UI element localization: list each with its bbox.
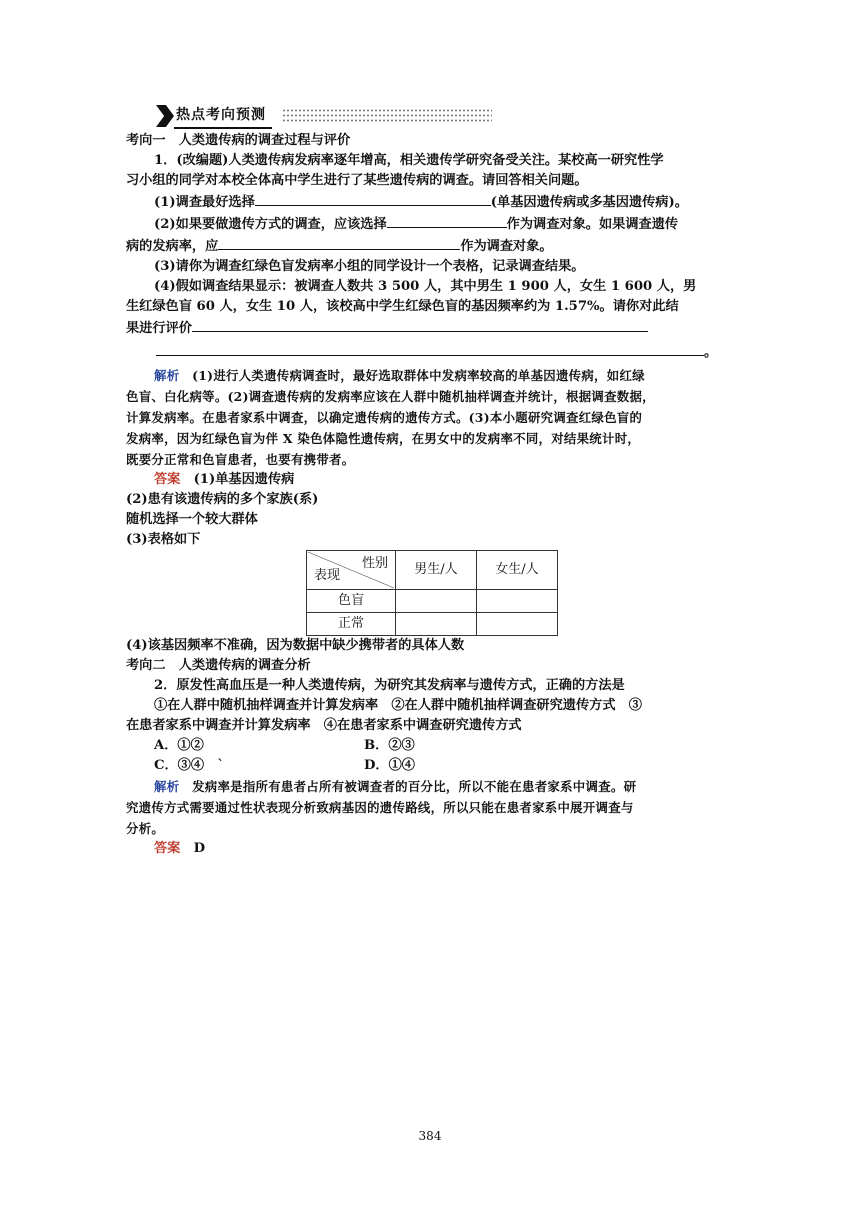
analysis-label: 解析: [154, 779, 180, 794]
q1-part4-line1: (4)假如调查结果显示：被调查人数共 3 500 人，其中男生 1 900 人，女生 1 600 人，男: [154, 279, 697, 294]
q1-part2-cont: 病的发病率，应 作为调查对象。: [126, 235, 742, 257]
answer-blank: [192, 317, 648, 332]
option-a: A．①②: [154, 738, 204, 753]
table-header-cell: 女生/人: [477, 551, 558, 590]
q1-part4-line4: 。: [126, 341, 742, 363]
q1-part4-line3: 果进行评价: [126, 317, 742, 339]
section-header-title: 热点考向预测: [174, 103, 272, 129]
answer1: 答案 (1)单基因遗传病 (2)患有该遗传病的多个家族(系) 随机选择一个较大群体 (3)表格如下: [126, 472, 319, 547]
answer2: 答案 D: [154, 841, 205, 856]
dotted-decoration: [282, 108, 492, 124]
q1-stem-line1: 1．(改编题)人类遗传病发病率逐年增高，相关遗传学研究备受关注。某校高一研究性学: [154, 153, 664, 168]
answer-blank: [156, 341, 704, 356]
q1-part2: (2)如果要做遗传方式的调查，应该选择 作为调查对象。如果调查遗传: [126, 213, 742, 235]
option-c: C．③④ `: [154, 758, 224, 773]
answer-label: 答案: [154, 841, 181, 856]
table-cell: [477, 590, 558, 613]
table-cell: [477, 613, 558, 636]
content-area: [126, 103, 742, 859]
analysis-label: 解析: [154, 368, 180, 383]
table-corner-cell: 性别 表现: [307, 551, 396, 590]
q1-stem-line2: 习小组的同学对本校全体高中学生进行了某些遗传病的调查。请回答相关问题。: [126, 173, 588, 188]
table-cell: [396, 613, 477, 636]
survey-table: [306, 550, 558, 636]
option-b: B．②③: [364, 738, 415, 753]
page-number: 384: [418, 1129, 442, 1143]
answer-blank: [255, 191, 491, 206]
analysis1: 解析 (1)进行人类遗传病调查时，最好选取群体中发病率较高的单基因遗传病，如红绿 色盲、白化病等。(2)调查遗传病的发病率应该在人群中随机抽样调查并统计，根据调查数据， 计算发病率。在患者家系中调查，以确定遗传病的遗传方式。(3)本小题研究调查红绿色盲的 发病率，因为红绿色盲为伴 X 染色体隐性遗传病，在男女中的发病率不同，对结果统计时， 既要分正常和色盲患者，也要有携带者。: [126, 368, 655, 467]
q1-part1: (1)调查最好选择 (单基因遗传病或多基因遗传病)。: [126, 191, 742, 213]
answer-blank: [218, 235, 460, 250]
analysis2: 解析 发病率是指所有患者占所有被调查者的百分比，所以不能在患者家系中调查。研 究遗传方式需要通过性状表现分析致病基因的遗传路线，所以只能在患者家系中展开调查与 分析。: [126, 779, 637, 836]
q2-items-line2: 在患者家系中调查并计算发病率 ④在患者家系中调查研究遗传方式: [126, 718, 522, 733]
table-cell: 色盲: [307, 590, 396, 613]
answer1-part4: (4)该基因频率不准确，因为数据中缺少携带者的具体人数: [126, 638, 465, 653]
q2-items-line1: ①在人群中随机抽样调查并计算发病率 ②在人群中随机抽样调查研究遗传方式 ③: [154, 698, 642, 713]
table-cell: 正常: [307, 613, 396, 636]
q1-part4-line2: 生红绿色盲 60 人，女生 10 人，该校高中学生红绿色盲的基因频率约为 1.57%。请你对此结: [126, 299, 679, 314]
table-cell: [396, 590, 477, 613]
table-row: [307, 613, 558, 636]
q2-options-row2: [126, 756, 742, 776]
table-row: [307, 551, 558, 590]
section-header: [126, 103, 742, 129]
q1-part3: (3)请你为调查红绿色盲发病率小组的同学设计一个表格，记录调查结果。: [154, 259, 585, 274]
q2-stem: 2．原发性高血压是一种人类遗传病，为研究其发病率与遗传方式，正确的方法是: [154, 678, 625, 693]
topic1-title: 考向一 人类遗传病的调查过程与评价: [126, 133, 351, 148]
arrow-icon: [156, 105, 174, 127]
answer-blank: [387, 213, 507, 228]
answer-label: 答案: [154, 472, 181, 487]
table-header-cell: 男生/人: [396, 551, 477, 590]
table-row: [307, 590, 558, 613]
q2-options-row1: [126, 736, 742, 756]
topic2-title: 考向二 人类遗传病的调查分析: [126, 658, 311, 673]
option-d: D．①④: [364, 758, 415, 773]
